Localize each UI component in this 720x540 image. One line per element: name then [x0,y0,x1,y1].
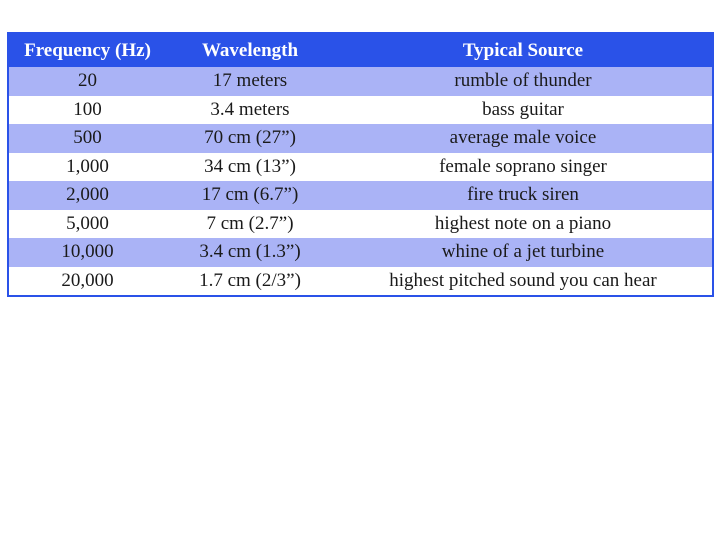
wavelength-cell: 3.4 cm (1.3”) [166,238,334,267]
frequency-cell: 5,000 [8,210,166,239]
wavelength-cell: 7 cm (2.7”) [166,210,334,239]
wavelength-cell: 3.4 meters [166,96,334,125]
header-typical-source: Typical Source [334,33,713,67]
source-cell: average male voice [334,124,713,153]
source-cell: whine of a jet turbine [334,238,713,267]
table-row [8,67,713,96]
wavelength-cell: 17 meters [166,67,334,96]
frequency-cell: 2,000 [8,181,166,210]
wavelength-cell: 70 cm (27”) [166,124,334,153]
frequency-cell: 20 [8,67,166,96]
source-cell: rumble of thunder [334,67,713,96]
table-row [8,210,713,239]
source-cell: highest pitched sound you can hear [334,267,713,297]
wavelength-cell: 1.7 cm (2/3”) [166,267,334,297]
frequency-table [7,32,714,297]
wavelength-cell: 34 cm (13”) [166,153,334,182]
frequency-cell: 1,000 [8,153,166,182]
table-row [8,153,713,182]
source-cell: highest note on a piano [334,210,713,239]
table-header-row [8,33,713,67]
source-cell: fire truck siren [334,181,713,210]
table-row [8,181,713,210]
frequency-cell: 10,000 [8,238,166,267]
frequency-cell: 20,000 [8,267,166,297]
source-cell: female soprano singer [334,153,713,182]
header-wavelength: Wavelength [166,33,334,67]
wavelength-cell: 17 cm (6.7”) [166,181,334,210]
table-row [8,96,713,125]
header-frequency: Frequency (Hz) [8,33,166,67]
table-row [8,267,713,297]
frequency-cell: 100 [8,96,166,125]
table-row [8,238,713,267]
frequency-cell: 500 [8,124,166,153]
source-cell: bass guitar [334,96,713,125]
table-row [8,124,713,153]
